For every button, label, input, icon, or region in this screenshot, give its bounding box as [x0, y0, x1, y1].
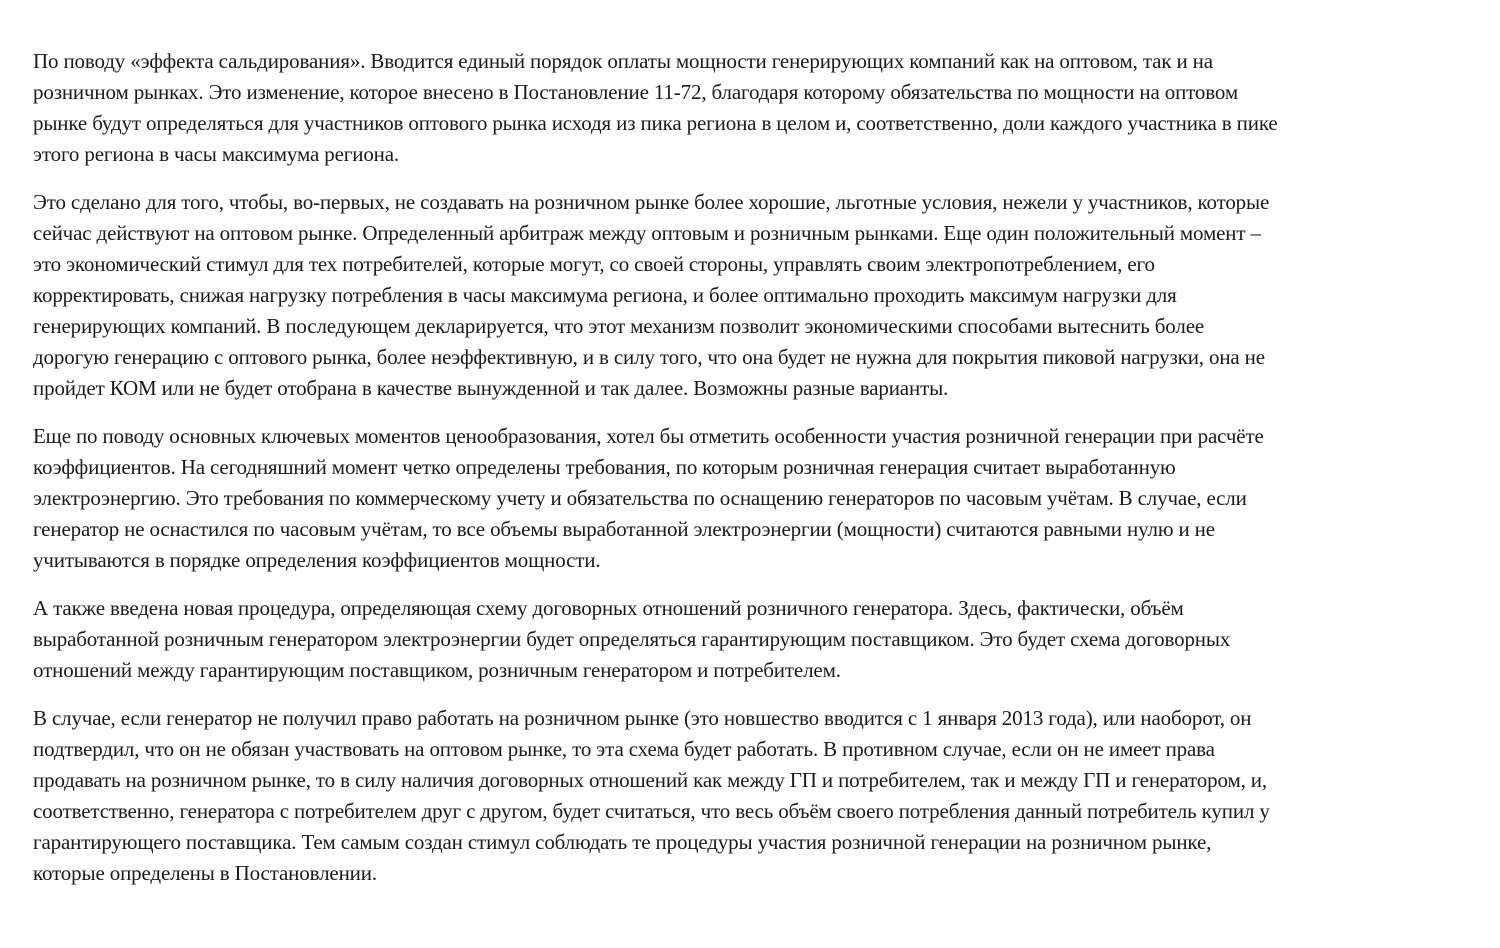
- text-line: коэффициентов. На сегодняшний момент четко определены требования, по которым розничная генерация считает выработанную: [33, 455, 1176, 479]
- text-line: соответственно, генератора с потребителем друг с другом, будет считаться, что весь объём своего потребления данный потребитель купил у: [33, 799, 1270, 823]
- text-line: это экономический стимул для тех потребителей, которые могут, со своей стороны, управлять своим электропотреблением, его: [33, 252, 1155, 276]
- text-line: Еще по поводу основных ключевых моментов ценообразования, хотел бы отметить особенности участия розничной генерации при расчёте: [33, 424, 1264, 448]
- text-line: выработанной розничным генератором электроэнергии будет определяться гарантирующим поставщиком. Это будет схема договорных: [33, 627, 1231, 651]
- text-line: корректировать, снижая нагрузку потребления в часы максимума региона, и более оптимально проходить максимум нагрузки для: [33, 283, 1177, 307]
- text-line: Это сделано для того, чтобы, во-первых, не создавать на розничном рынке более хорошие, льготные условия, нежели у участников, которые: [33, 190, 1270, 214]
- text-line: генерирующих компаний. В последующем декларируется, что этот механизм позволит экономическими способами вытеснить более: [33, 314, 1205, 338]
- text-line: продавать на розничном рынке, то в силу наличия договорных отношений как между ГП и потребителем, так и между ГП и генератором, и,: [33, 768, 1267, 792]
- text-line: розничном рынках. Это изменение, которое внесено в Постановление 11-72, благодаря которому обязательства по мощности на оптовом: [33, 80, 1238, 104]
- paragraph-guaranteeing-supplier: [33, 703, 1463, 889]
- text-line: отношений между гарантирующим поставщиком, розничным генератором и потребителем.: [33, 658, 841, 682]
- text-line: генератор не оснастился по часовым учётам, то все объемы выработанной электроэнергии (мощности) считаются равными нулю и не: [33, 517, 1215, 541]
- text-line: рынке будут определяться для участников оптового рынка исходя из пика региона в целом и, соответственно, доли каждого участника в пике: [33, 111, 1278, 135]
- text-line: дорогую генерацию с оптового рынка, более неэффективную, и в силу того, что она будет не нужна для покрытия пиковой нагрузки, она не: [33, 345, 1265, 369]
- paragraph-arbitrage: [33, 187, 1463, 404]
- document-body: [33, 46, 1463, 906]
- paragraph-retail-generation-coefficients: [33, 421, 1463, 576]
- text-line: подтвердил, что он не обязан участвовать на оптовом рынке, то эта схема будет работать. В противном случае, если он не имеет права: [33, 737, 1215, 761]
- text-line: В случае, если генератор не получил право работать на розничном рынке (это новшество вводится с 1 января 2013 года), или наоборот, он: [33, 706, 1252, 730]
- text-line: учитываются в порядке определения коэффициентов мощности.: [33, 548, 601, 572]
- paragraph-contract-scheme: [33, 593, 1463, 686]
- text-line: А также введена новая процедура, определяющая схему договорных отношений розничного генератора. Здесь, фактически, объём: [33, 596, 1184, 620]
- text-line: этого региона в часы максимума региона.: [33, 142, 400, 166]
- text-line: электроэнергию. Это требования по коммерческому учету и обязательства по оснащению генераторов по часовым учётам. В случае, если: [33, 486, 1247, 510]
- text-line: пройдет КОМ или не будет отобрана в качестве вынужденной и так далее. Возможны разные варианты.: [33, 376, 949, 400]
- text-line: По поводу «эффекта сальдирования». Вводится единый порядок оплаты мощности генерирующих компаний как на оптовом, так и на: [33, 49, 1213, 73]
- paragraph-saldirovanie: [33, 46, 1463, 170]
- text-line: которые определены в Постановлении.: [33, 861, 377, 885]
- text-line: сейчас действуют на оптовом рынке. Определенный арбитраж между оптовым и розничным рынками. Еще один положительный момент –: [33, 221, 1261, 245]
- text-line: гарантирующего поставщика. Тем самым создан стимул соблюдать те процедуры участия розничной генерации на розничном рынке,: [33, 830, 1212, 854]
